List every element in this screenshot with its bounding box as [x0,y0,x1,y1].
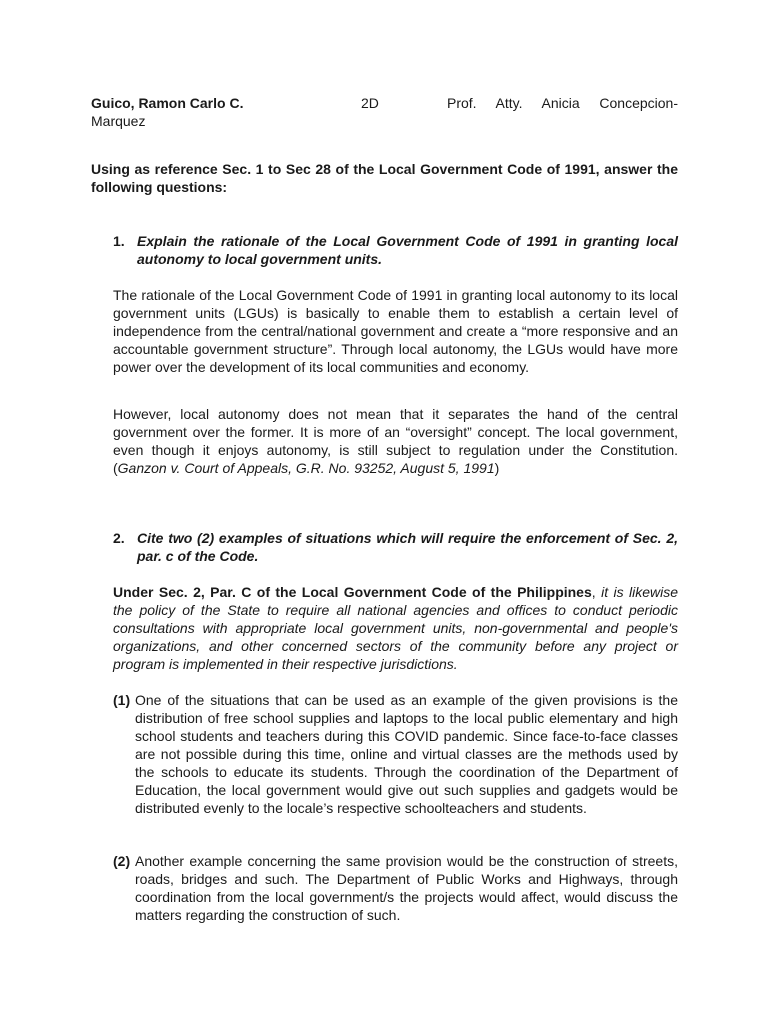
answer-1-paragraph-1: The rationale of the Local Government Code of 1991 in granting local autonomy to its local government units (LGUs) is basically to enable them to establish a certain level of independence from the central/national government and create a “more responsive and an accountable government structure”. Through local autonomy, the LGUs would have more power over the development of its local communities and economy. [113,287,678,375]
question-text: Cite two (2) examples of situations which will require the enforcement of Sec. 2, par. c of the Code. [137,530,678,564]
document-header [91,94,678,129]
provision-quote: it is likewise the policy of the State to require all national agencies and offices to conduct periodic consultations with appropriate local government units, non-governmental and people's organizations, and other concerned sectors of the community before any project or program is implemented in their respective jurisdictions. [113,584,679,672]
question-text: Explain the rationale of the Local Government Code of 1991 in granting local autonomy to local government units. [137,233,678,267]
question-1 [113,232,678,268]
question-number: 1. [113,233,125,249]
answer-1-paragraph-2 [113,405,678,477]
case-citation: Ganzon v. Court of Appeals, G.R. No. 93252, August 5, 1991 [117,460,495,476]
provision-reference: Under Sec. 2, Par. C of the Local Government Code of the Philippines [113,584,592,600]
question-2 [113,529,678,565]
example-text: Another example concerning the same provision would be the construction of streets, roads, bridges and such. The Department of Public Works and Highways, through coordination from the local government/s the projects would affect, would discuss the matters regarding the construction of such. [135,853,678,923]
professor-name-continued: Marquez [91,113,146,129]
class-section: 2D [361,95,379,111]
citation-close: ) [494,460,500,476]
example-marker: (2) [113,853,131,869]
instructions: Using as reference Sec. 1 to Sec 28 of the Local Government Code of 1991, answer the following questions: [91,161,678,195]
example-marker: (1) [113,692,131,708]
answer-2-intro [113,583,678,673]
example-text: One of the situations that can be used as an example of the given provisions is the distribution of free school supplies and laptops to the local public elementary and high school students and teachers during this COVID pandemic. Since face-to-face classes are not possible during this time, online and virtual classes are the methods used by the schools to educate its students. Through the coordination of the Department of Education, the local government would give out such supplies and gadgets would be distributed evenly to the locale’s respective schoolteachers and students. [135,692,678,816]
question-number: 2. [113,530,125,546]
provision-separator: , [591,584,602,600]
example-item [113,852,678,924]
answer-1-paragraph-2-text: However, local autonomy does not mean that it separates the hand of the central government over the former. It is more of an “oversight” concept. The local government, even though it enjoys autonomy, is still subject to regulation under the Constitution. ( [113,406,678,476]
professor-name: Prof. Atty. Anicia Concepcion- [447,95,678,111]
student-name: Guico, Ramon Carlo C. [91,95,244,111]
example-item [113,691,678,817]
